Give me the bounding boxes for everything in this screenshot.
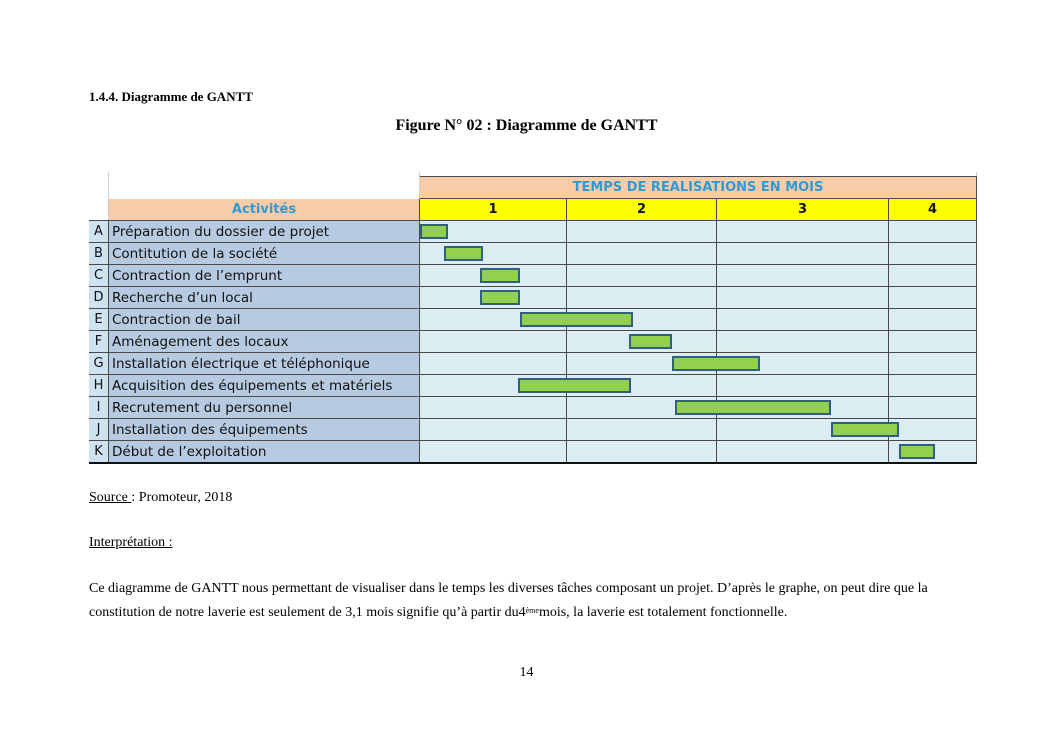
paragraph-part2: mois, la laverie est totalement fonctionnelle. (538, 605, 788, 620)
month-cell (420, 353, 567, 375)
activity-letter: A (89, 221, 109, 243)
blank-cell (109, 177, 420, 199)
month-cell (889, 221, 977, 243)
activity-label: Installation des équipements (109, 419, 420, 441)
grid-line (89, 308, 977, 309)
gantt-row (89, 221, 977, 243)
activity-letter: G (89, 353, 109, 375)
interpretation-heading: Interprétation : (89, 535, 173, 550)
grid-line (89, 352, 977, 353)
grid-line (89, 264, 977, 265)
activity-label: Recrutement du personnel (109, 397, 420, 419)
activity-letter: D (89, 287, 109, 309)
gantt-bar-g (672, 356, 760, 371)
activity-label: Contraction de bail (109, 309, 420, 331)
month-cell (717, 287, 889, 309)
month-cell (889, 375, 977, 397)
activity-letter: I (89, 397, 109, 419)
month-cell (420, 441, 567, 463)
gantt-bar-h (518, 378, 631, 393)
activity-letter: E (89, 309, 109, 331)
month-cell (717, 221, 889, 243)
month-cell (717, 375, 889, 397)
grid-line (89, 440, 977, 441)
month-cell (567, 287, 717, 309)
activity-letter: J (89, 419, 109, 441)
activity-letter: C (89, 265, 109, 287)
interpretation-paragraph (89, 577, 969, 625)
grid-line (420, 198, 977, 199)
grid-line (89, 374, 977, 375)
source-text: : Promoteur, 2018 (131, 490, 233, 505)
month-header-4: 4 (889, 199, 977, 221)
month-cell (567, 265, 717, 287)
month-header-3: 3 (717, 199, 889, 221)
month-cell (889, 287, 977, 309)
month-cell (717, 309, 889, 331)
source-label: Source (89, 490, 132, 505)
gantt-row (89, 265, 977, 287)
gantt-row (89, 243, 977, 265)
gantt-bar-d (480, 290, 520, 305)
grid-line (89, 396, 977, 397)
activity-label: Installation électrique et téléphonique (109, 353, 420, 375)
activity-label: Préparation du dossier de projet (109, 221, 420, 243)
month-cell (717, 331, 889, 353)
gantt-bar-f (629, 334, 673, 349)
month-cell (889, 419, 977, 441)
month-cell (889, 397, 977, 419)
gantt-header-row-2 (89, 199, 977, 221)
month-cell (420, 243, 567, 265)
grid-line (420, 176, 977, 177)
activity-label: Contitution de la société (109, 243, 420, 265)
month-header-1: 1 (420, 199, 567, 221)
activity-label: Contraction de l’emprunt (109, 265, 420, 287)
month-cell (717, 243, 889, 265)
temps-header: TEMPS DE REALISATIONS EN MOIS (420, 177, 977, 199)
activity-letter: H (89, 375, 109, 397)
month-cell (889, 243, 977, 265)
activity-label: Recherche d’un local (109, 287, 420, 309)
month-cell (889, 353, 977, 375)
month-cell (420, 331, 567, 353)
gantt-bar-b (444, 246, 484, 261)
gantt-bar-e (520, 312, 633, 327)
month-cell (567, 441, 717, 463)
activity-letter: B (89, 243, 109, 265)
gantt-bar-a (420, 224, 448, 239)
gantt-row (89, 353, 977, 375)
month-cell (889, 309, 977, 331)
activity-label: Début de l’exploitation (109, 441, 420, 463)
figure-title: Figure N° 02 : Diagramme de GANTT (395, 117, 658, 134)
month-cell (420, 397, 567, 419)
gantt-chart (89, 172, 977, 464)
page-number: 14 (519, 665, 534, 680)
blank-cell (89, 199, 109, 221)
month-cell (567, 419, 717, 441)
gantt-row (89, 397, 977, 419)
grid-line (89, 330, 977, 331)
section-heading: 1.4.4. Diagramme de GANTT (89, 89, 253, 104)
month-header-2: 2 (567, 199, 717, 221)
grid-line (89, 418, 977, 419)
gantt-row (89, 287, 977, 309)
month-cell (567, 221, 717, 243)
month-cell (717, 265, 889, 287)
blank-cell (89, 177, 109, 199)
month-cell (567, 243, 717, 265)
paragraph-superscript: ème (525, 606, 539, 615)
activity-letter: F (89, 331, 109, 353)
activity-label: Aménagement des locaux (109, 331, 420, 353)
gantt-row (89, 331, 977, 353)
gantt-bar-c (480, 268, 520, 283)
gantt-bar-j (831, 422, 899, 437)
gantt-bar-i (675, 400, 831, 415)
month-cell (889, 265, 977, 287)
activities-header: Activités (109, 199, 420, 221)
gantt-header-row-1 (89, 177, 977, 199)
month-cell (889, 331, 977, 353)
activity-label: Acquisition des équipements et matériels (109, 375, 420, 397)
grid-line (89, 286, 977, 287)
month-cell (717, 441, 889, 463)
activity-letter: K (89, 441, 109, 463)
gantt-bar-k (899, 444, 935, 459)
grid-line (89, 242, 977, 243)
source-line (89, 490, 232, 506)
paragraph-part1: Ce diagramme de GANTT nous permettant de visualiser dans le temps les diverses tâches composant un projet. D’après le graphe, on peut dire que la constitution de notre laverie est seulement de 3,1 mois signifie qu’à partir du4 (89, 581, 928, 620)
gantt-row (89, 441, 977, 463)
month-cell (420, 419, 567, 441)
grid-line (89, 220, 977, 221)
grid-bottom-line (89, 462, 977, 464)
